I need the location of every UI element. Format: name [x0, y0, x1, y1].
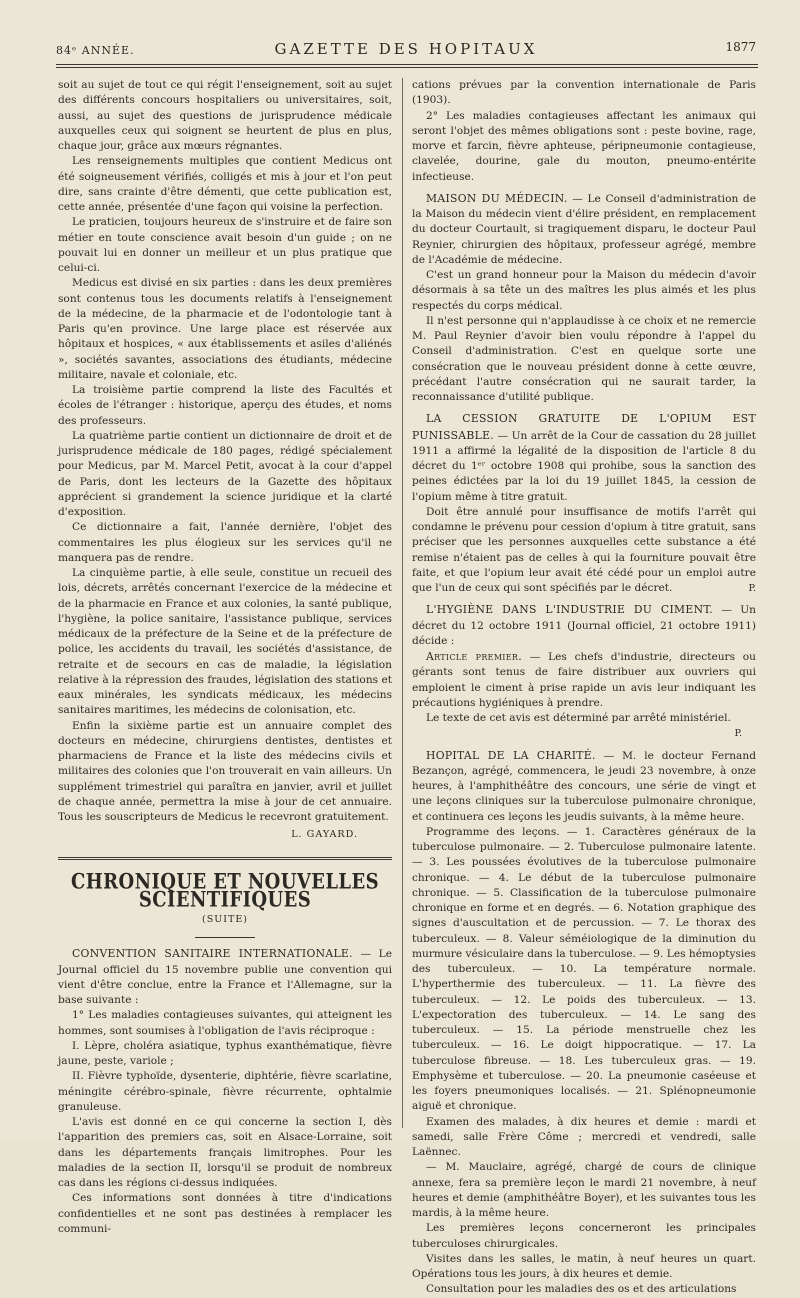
paragraph: cations prévues par la convention internationale de Paris (1903).: [412, 79, 756, 107]
paragraph: Les renseignements multiples que contient Medicus ont été soigneusement vérifiés, colligés et mis à jour et l'on peut dire, sans crainte d'être démenti, que cette publication est, cette année, présentée d'une façon qui voisine la perfection.: [58, 155, 392, 213]
author-signature: L. GAYARD.: [291, 829, 358, 841]
paragraph: La quatrième partie contient un dictionnaire de droit et de jurisprudence médicale de 180 pages, rédigé spécialement pour Medicus, par M. Marcel Petit, avocat à la cour d'appel de Paris, dont les lecteurs de la Gazette des hôpitaux apprécient si grandement la science juridique et la clarté d'exposition.: [58, 429, 392, 518]
paragraph: Le praticien, toujours heureux de s'instruire et de faire son métier en toute conscience avait besoin d'un guide ; on ne pouvait lui en donner un meilleur et un plus pratique que celui-ci.: [58, 216, 392, 274]
news-item-maison: MAISON DU MÉDECIN. — Le Conseil d'administration de la Maison du médecin vient d'élire président, en remplacement du docteur Courtault, si tragiquement disparu, le docteur Paul Reynier, chirurgien des hôpitaux, professeur agrégé, membre de l'Académie de médecine.: [412, 191, 756, 266]
news-item-charite: HOPITAL DE LA CHARITÉ. — M. le docteur Fernand Bezançon, agrégé, commencera, le jeudi 23 novembre, à onze heures, à l'amphithéâtre des concours, une série de vingt et une leçons cliniques sur la tuberculose pulmonaire chronique, et continuera ces leçons les jeudis suivants, à la même heure.: [412, 748, 756, 823]
paragraph: La cinquième partie, à elle seule, constitue un recueil des lois, décrets, arrêtés concernant l'exercice de la médecine et de la pharmacie en France et aux colonies, la santé publique, l'hygiène, la police sanitaire, l'assistance publique, services médicaux de la préfecture de la Seine et de la préfecture de police, les accidents du travail, les sociétés d'assistance, de retraite et de secours en cas de maladie, la législation relative à la répression des fraudes, législation des stations et eaux minérales, les syndicats médicaux, les médecins sanitaires maritimes, les médecins de colonisation, etc.: [58, 567, 392, 717]
column-divider: [402, 78, 403, 1128]
paragraph: Les premières leçons concerneront les principales tuberculoses chirurgicales.: [412, 1222, 756, 1250]
section-separator: [58, 857, 392, 860]
item-heading: L'HYGIÈNE DANS L'INDUSTRIE DU CIMENT.: [426, 603, 713, 617]
paragraph: 2° Les maladies contagieuses affectant les animaux qui seront l'objet des mêmes obligations sont : peste bovine, rage, morve et farcin, fièvre aphteuse, péripneumonie contagieuse, clavelée, dourine, gale du mouton, pneumo-entérite infectieuse.: [412, 109, 756, 183]
section-subtitle: (SUITE): [202, 914, 248, 925]
paragraph: Consultation pour les maladies des os et des articulations: [426, 1283, 737, 1296]
paragraph: I. Lèpre, choléra asiatique, typhus exanthématique, fièvre jaune, peste, variole ;: [58, 1039, 392, 1067]
paragraph: Le texte de cet avis est déterminé par arrêté ministériel.: [426, 712, 731, 724]
section-title: CHRONIQUE ET NOUVELLES SCIENTIFIQUES: [71, 868, 379, 913]
paragraph: La troisième partie comprend la liste des Facultés et écoles de l'étranger : historique, aperçu des études, et noms des professeurs.: [58, 384, 392, 427]
paragraph: II. Fièvre typhoïde, dysenterie, diphtérie, fièvre scarlatine, méningite cérébro-spinale, fièvre récurrente, ophtalmie granuleuse.: [58, 1070, 392, 1113]
paragraph: Article premier. — Les chefs d'industrie, directeurs ou gérants sont tenus de faire distribuer aux ouvriers qui emploient le ciment à prise rapide un avis leur indiquant les précautions hygiéniques à prendre.: [412, 650, 756, 709]
issue-label: 84ᵉ ANNÉE.: [56, 44, 135, 57]
news-item-opium: LA CESSION GRATUITE DE L'OPIUM EST PUNISSABLE. — Un arrêt de la Cour de cassation du 28 juillet 1911 a affirmé la légalité de la disposition de l'article 8 du décret du 1ᵉʳ octobre 1908 qui prohibe, sous la sanction des peines édictées par la loi du 19 juillet 1845, la cession de l'opium même à titre gratuit.: [412, 412, 756, 503]
paragraph: C'est un grand honneur pour la Maison du médecin d'avoir désormais à sa tête un des maîtres les plus aimés et les plus respectés du corps médical.: [412, 269, 756, 312]
right-column: [412, 78, 756, 1298]
item-signature: P.: [734, 728, 742, 740]
journal-title: GAZETTE DES HOPITAUX: [274, 40, 538, 58]
left-column: [58, 78, 392, 1237]
paragraph: Doit être annulé pour insuffisance de motifs l'arrêt qui condamne le prévenu pour cession d'opium à titre gratuit, sans préciser que les personnes auxquelles cette substance a été remise n'étaient pas de celles à qui la fourniture pouvait être faite, et que l'opium leur avait été cédé pour un emploi autre que l'un de ceux qui sont spécifiés par le décret. P.: [412, 505, 756, 597]
page-header: [56, 32, 756, 66]
paragraph: Il n'est personne qui n'applaudisse à ce choix et ne remercie M. Paul Reynier d'avoir bien voulu répondre à l'appel du Conseil d'administration. C'est en quelque sorte une consécration que le nouveau président donne à cette œuvre, précédant l'autre consécration qui ne saurait tarder, la reconnaissance d'utilité publique.: [412, 314, 756, 403]
header-rule: [56, 64, 758, 65]
paragraph: soit au sujet de tout ce qui régit l'enseignement, soit au sujet des différents concours hospitaliers ou universitaires, soit, aussi, au sujet des questions de jurisprudence médicale auxquelles ceux qui soignent se heurtent de plus en plus, chaque jour, grâce aux mœurs régnantes.: [58, 79, 392, 152]
paragraph: Programme des leçons. — 1. Caractères généraux de la tuberculose pulmonaire. — 2. Tuberculose pulmonaire latente. — 3. Les poussées évolutives de la tuberculose pulmonaire chronique. — 4. Le début de la tuberculose pulmonaire chronique. — 5. Classification de la tuberculose pulmonaire chronique en forme et en degrés. — 6. Notation graphique des signes d'auscultation et de percussion. — 7. Le thorax des tuberculeux. — 8. Valeur séméiologique de la diminution du murmure vésiculaire dans la tuberculose. — 9. Les hémoptysies des tuberculeux. — 10. La température normale. L'hyperthermie des tuberculeux. — 11. La fièvre des tuberculeux. — 12. Le poids des tuberculeux. — 13. L'expectoration des tuberculeux. — 14. Le sang des tuberculeux. — 15. La période menstruelle chez les tuberculeux. — 16. Le doigt hippocratique. — 17. La tuberculose fibreuse. — 18. Les tuberculeux gras. — 19. Emphysème et tuberculose. — 20. La pneumonie caséeuse et les foyers pneumoniques localisés. — 21. Splénopneumonie aiguë et chronique.: [412, 825, 756, 1113]
item-signature: P.: [748, 583, 756, 594]
page-number: 1877: [725, 40, 756, 54]
paragraph: Ces informations sont données à titre d'indications confidentielles et ne sont pas destinées à remplacer les communi-: [58, 1192, 392, 1235]
paragraph: L'avis est donné en ce qui concerne la section I, dès l'apparition des premiers cas, soit en Alsace-Lorraine, soit dans les départements français limitrophes. Pour les maladies de la section II, lorsqu'il se produit de nombreux cas dans les régions ci-dessus indiquées.: [58, 1116, 392, 1189]
short-rule: [195, 937, 255, 938]
news-item-convention: CONVENTION SANITAIRE INTERNATIONALE. — Le Journal officiel du 15 novembre publie une convention qui vient d'être conclue, entre la France et l'Allemagne, sur la base suivante :: [58, 947, 392, 1006]
paragraph: — M. Mauclaire, agrégé, chargé de cours de clinique annexe, fera sa première leçon le mardi 21 novembre, à neuf heures et demie (amphithéâtre Boyer), et les suivantes tous les mardis, à la même heure.: [412, 1161, 756, 1219]
item-heading: CONVENTION SANITAIRE INTERNATIONALE.: [72, 947, 353, 961]
item-heading: LA CESSION GRATUITE DE L'OPIUM EST PUNISSABLE.: [412, 412, 756, 442]
item-heading: MAISON DU MÉDECIN.: [426, 191, 568, 205]
paragraph: Visites dans les salles, le matin, à neuf heures un quart. Opérations tous les jours, à dix heures et demie.: [412, 1252, 756, 1280]
paragraph: Examen des malades, à dix heures et demie : mardi et samedi, salle Frère Côme ; mercredi et vendredi, salle Laënnec.: [412, 1115, 756, 1158]
paragraph: Ce dictionnaire a fait, l'année dernière, l'objet des commentaires les plus élogieux sur les services qu'il ne manquera pas de rendre.: [58, 521, 392, 564]
news-item-ciment: L'HYGIÈNE DANS L'INDUSTRIE DU CIMENT. — Un décret du 12 octobre 1911 (Journal officiel, 21 octobre 1911) décide :: [412, 603, 756, 647]
paragraph: 1° Les maladies contagieuses suivantes, qui atteignent les hommes, sont soumises à l'obligation de l'avis réciproque :: [58, 1009, 392, 1037]
paragraph: Enfin la sixième partie est un annuaire complet des docteurs en médecine, chirurgiens dentistes, dentistes et pharmaciens de France et la liste des médecins civils et militaires des colonies que l'on trouverait en vain ailleurs. Un supplément trimestriel qui paraîtra en janvier, avril et juillet de chaque année, permettra la mise à jour de cet annuaire. Tous les souscripteurs de Medicus le recevront gratuitement.: [58, 719, 392, 823]
item-heading: HOPITAL DE LA CHARITÉ.: [426, 748, 596, 762]
paragraph: Medicus est divisé en six parties : dans les deux premières sont contenus tous les documents relatifs à l'enseignement de la médecine, de la pharmacie et de l'odontologie tant à Paris qu'en province. Une large place est réservée aux hôpitaux et hospices, « aux établissements et asiles d'aliénés », sociétés savantes, associations des étudiants, médecine militaire, navale et coloniale, etc.: [58, 277, 392, 381]
header-rule-2: [56, 67, 758, 68]
article-label: Article premier.: [426, 650, 522, 663]
